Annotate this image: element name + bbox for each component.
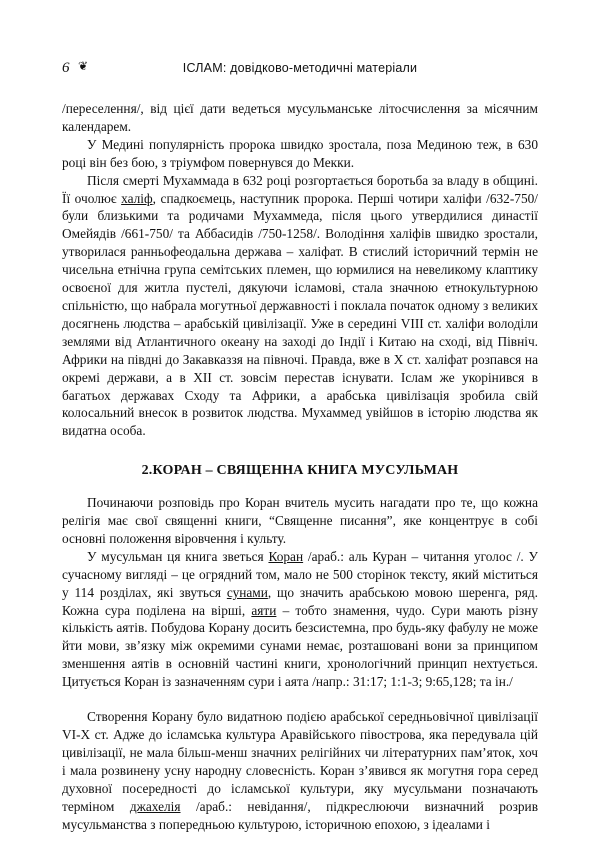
text-run: Створення Корану було видатною подією арабської середньовічної цивілізації VI-X ст. Адже до ісламська культура Аравійського півострова, яка передувала цій цивілізації, не мала більш-менш значних релігійних чи літературних пам’яток, хоч і мала розвинену усну народну словесність. Коран з’явився як могутня гора серед духовної посередності до ісламської культури, яку мусульмани позначають терміном: [62, 709, 538, 814]
term-sunamy: сунами: [226, 584, 268, 600]
section-title: 2.КОРАН – СВЯЩЕННА КНИГА МУСУЛЬМАН: [141, 463, 459, 479]
text-run: /араб.: аль Куран – читання уголос /. У сучасному вигляді – це огрядний том, мало не 500 сторінок тексту, який міститься у 114 розділах, які звуться: [62, 548, 538, 600]
running-title: ІСЛАМ: довідково-методичні матеріали: [182, 61, 418, 75]
term-ayaty: аяти: [251, 602, 277, 618]
page-number: 6: [62, 60, 70, 76]
page-header: [62, 60, 538, 80]
paragraph: Починаючи розповідь про Коран вчитель мусить нагадати про те, що кожна релігія має свої священні книги, “Священне писання”, яке концентрує в собі основні положення віровчення і культу.: [62, 495, 538, 546]
term-koran: Коран: [268, 548, 304, 564]
paragraph: [62, 548, 538, 691]
paragraph: /переселення/, від цієї дати ведеться мусульманське літосчислення за місячним календарем.: [62, 101, 538, 134]
ornament-icon: ❦: [78, 59, 89, 73]
paragraph: У Медині популярність пророка швидко зростала, поза Мединою теж, в 630 році він без бою, з тріумфом повернувся до Мекки.: [62, 136, 538, 170]
term-dzhakheliia: джахелія: [129, 798, 181, 814]
text-run: – тобто знамення, чудо. Сури мають різну кількість аятів. Побудова Корану досить безсистемна, про будь-яку фабулу не може йти мови, зв’язку між окремими сунами немає, розташовані вони за принципом зменшення аятів в основній частині книги, хронологічний принцип нехтується. Цитується Коран із зазначенням сури і аята /напр.: 31:17; 1:1-3; 9:65,128; та ін./: [62, 602, 539, 690]
text-run: /араб.: невідання/, підкреслюючи визначний розрив мусульманства з попередньою культурою, історичною епохою, з ідеалами і: [62, 798, 538, 832]
text-run: У мусульман ця книга зветься: [87, 548, 269, 564]
paragraph: [62, 708, 538, 833]
page-body: [62, 100, 538, 833]
text-run: , спадкоємець, наступник пророка. Перші чотири халіфи /632-750/ були близькими та родичами Мухаммеда, після цього утвердилися династії Омейядів /661-750/ та Аббасидів /750-1258/. Володіння халіфів швидко зростали, утворилася ранньофеодальна держава – халіфат. В стислий історичний термін не чисельна етнічна група семітських племен, що юрмилися на невеликому клаптику освоєної для житла пустелі, дякуючи ісламові, стала значною етнокультурною спільністю, що набрала могутньої державності і поклала початок одному з великих досягнень людства – арабській цивілізації. Уже в середині VIII ст. халіфи володіли землями від Атлантичного океану на заході до Індії і Китаю на сході, від Північ. Африки на півдні до Закавказзя на півночі. Правда, вже в Х ст. халіфат розпався на окремі держави, а в ХІІ ст. зовсім перестав існувати. Іслам же укорінився в багатьох державах Сходу та Африки, а арабська цивілізація зробила свій колосальний внесок в розвиток людства. Мухаммед увійшов в історію людства як видатна особа.: [62, 190, 538, 439]
text-run: , що значить арабською мовою шеренга, ряд. Кожна сура поділена на вірші,: [62, 584, 538, 618]
text-run: Після смерті Мухаммада в 632 році розгортається боротьба за владу в общині. Її очолює: [62, 172, 538, 206]
paragraph: [62, 172, 538, 441]
term-khalif: халіф: [121, 190, 153, 206]
